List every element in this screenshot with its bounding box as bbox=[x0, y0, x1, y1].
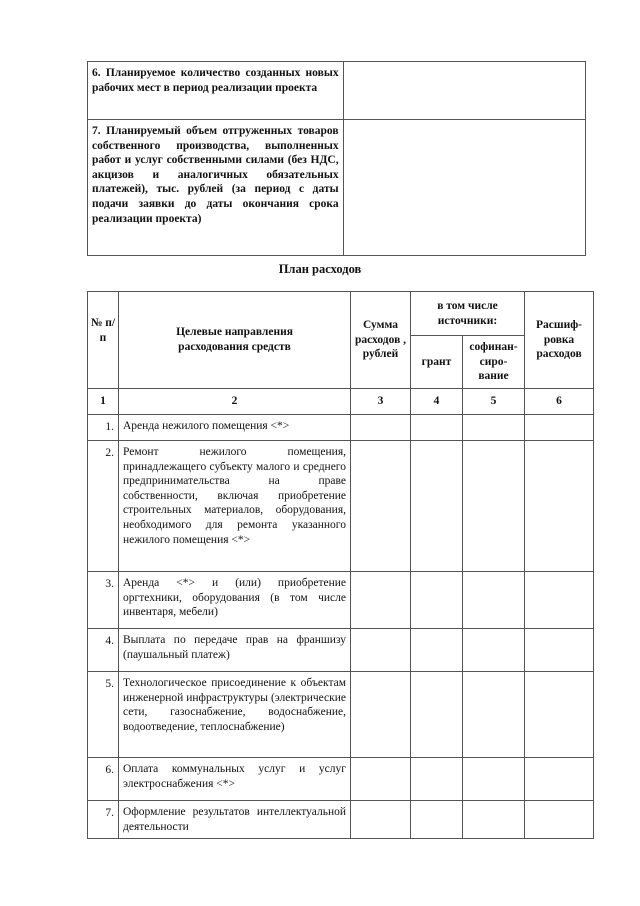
row-description: Аренда <*> и (или) приобретение оргтехники, оборудования (в том числе инвентаря, мебели) bbox=[119, 572, 351, 629]
sum-cell[interactable] bbox=[351, 629, 411, 672]
plan-title: План расходов bbox=[278, 262, 362, 276]
cofin-cell[interactable] bbox=[463, 629, 525, 672]
grant-cell[interactable] bbox=[411, 572, 463, 629]
table-row bbox=[88, 758, 594, 801]
header-rasch: Расшиф-ровка расходов bbox=[525, 292, 594, 389]
rasch-cell[interactable] bbox=[525, 758, 594, 801]
header-direction: Целевые направления расходования средств bbox=[119, 292, 351, 389]
cofin-cell[interactable] bbox=[463, 801, 525, 839]
row-description: Выплата по передаче прав на франшизу (паушальный платеж) bbox=[119, 629, 351, 672]
row-number: 7. bbox=[88, 801, 119, 839]
rasch-cell[interactable] bbox=[525, 415, 594, 441]
indicator-value-cell[interactable] bbox=[343, 120, 585, 256]
table-row bbox=[88, 629, 594, 672]
header-cofin: софинан-сиро-вание bbox=[463, 336, 525, 389]
table-row bbox=[88, 120, 586, 256]
rasch-cell[interactable] bbox=[525, 629, 594, 672]
cofin-cell[interactable] bbox=[463, 441, 525, 572]
table-row bbox=[88, 441, 594, 572]
row-number: 5. bbox=[88, 672, 119, 758]
table-row bbox=[88, 572, 594, 629]
index-cell: 2 bbox=[119, 389, 351, 415]
table-row bbox=[88, 672, 594, 758]
cofin-cell[interactable] bbox=[463, 415, 525, 441]
rasch-cell[interactable] bbox=[525, 441, 594, 572]
index-cell: 3 bbox=[351, 389, 411, 415]
index-cell: 1 bbox=[88, 389, 119, 415]
expense-plan-table bbox=[87, 291, 594, 839]
sum-cell[interactable] bbox=[351, 758, 411, 801]
cofin-cell[interactable] bbox=[463, 758, 525, 801]
header-num: № п/п bbox=[88, 292, 119, 389]
sum-cell[interactable] bbox=[351, 801, 411, 839]
indicator-label: 7. Планируемый объем отгруженных товаров собственного производства, выполненных работ и услуг собственными силами (без НДС, акцизов и аналогичных обязательных платежей), тыс. рублей (за период с даты подачи заявки до даты окончания срока реализации проекта) bbox=[88, 120, 344, 256]
sum-cell[interactable] bbox=[351, 415, 411, 441]
table-row bbox=[88, 62, 586, 120]
index-cell: 5 bbox=[463, 389, 525, 415]
row-description: Технологическое присоединение к объектам инженерной инфраструктуры (электрические сети, газоснабжение, водоснабжение, водоотведение, теплоснабжение) bbox=[119, 672, 351, 758]
row-number: 1. bbox=[88, 415, 119, 441]
grant-cell[interactable] bbox=[411, 801, 463, 839]
table-row bbox=[88, 801, 594, 839]
rasch-cell[interactable] bbox=[525, 572, 594, 629]
row-number: 2. bbox=[88, 441, 119, 572]
indicator-label: 6. Планируемое количество созданных новых рабочих мест в период реализации проекта bbox=[88, 62, 344, 120]
row-number: 6. bbox=[88, 758, 119, 801]
table-row bbox=[88, 415, 594, 441]
index-cell: 6 bbox=[525, 389, 594, 415]
header-grant: грант bbox=[411, 336, 463, 389]
row-description: Аренда нежилого помещения <*> bbox=[119, 415, 351, 441]
rasch-cell[interactable] bbox=[525, 672, 594, 758]
index-cell: 4 bbox=[411, 389, 463, 415]
grant-cell[interactable] bbox=[411, 441, 463, 572]
indicator-value-cell[interactable] bbox=[343, 62, 585, 120]
index-row bbox=[88, 389, 594, 415]
grant-cell[interactable] bbox=[411, 415, 463, 441]
cofin-cell[interactable] bbox=[463, 672, 525, 758]
header-sum: Сумма расходов , рублей bbox=[351, 292, 411, 389]
row-number: 3. bbox=[88, 572, 119, 629]
sum-cell[interactable] bbox=[351, 572, 411, 629]
sum-cell[interactable] bbox=[351, 441, 411, 572]
grant-cell[interactable] bbox=[411, 629, 463, 672]
row-description: Ремонт нежилого помещения, принадлежащего субъекту малого и среднего предпринимательства на праве собственности, включая приобретение строительных материалов, оборудования, необходимого для ремонта указанного нежилого помещения <*> bbox=[119, 441, 351, 572]
rasch-cell[interactable] bbox=[525, 801, 594, 839]
row-number: 4. bbox=[88, 629, 119, 672]
grant-cell[interactable] bbox=[411, 672, 463, 758]
sum-cell[interactable] bbox=[351, 672, 411, 758]
row-description: Оплата коммунальных услуг и услуг электроснабжения <*> bbox=[119, 758, 351, 801]
header-row bbox=[88, 292, 594, 336]
header-sources: в том числе источники: bbox=[411, 292, 525, 336]
row-description: Оформление результатов интеллектуальной деятельности bbox=[119, 801, 351, 839]
grant-cell[interactable] bbox=[411, 758, 463, 801]
cofin-cell[interactable] bbox=[463, 572, 525, 629]
project-indicators-table bbox=[87, 61, 586, 256]
